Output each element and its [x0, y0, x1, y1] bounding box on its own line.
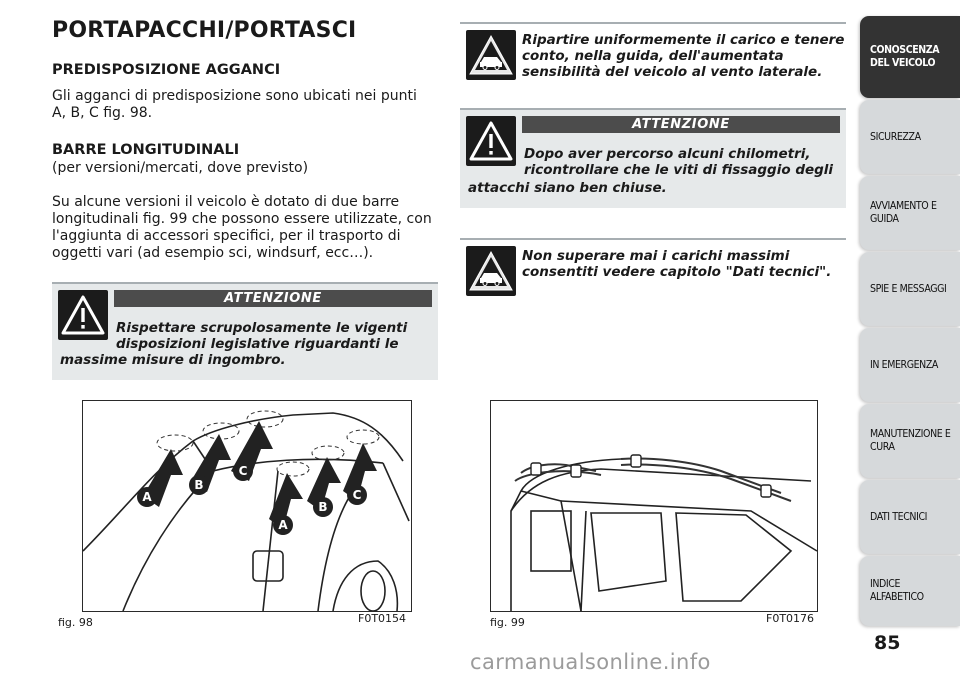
warning-line: Rispettare scrupolosamente le vigenti: [116, 320, 408, 336]
figure-99-roof-bars: [490, 400, 818, 612]
sidebar-item-label: INDICE ALFABETICO: [870, 578, 924, 603]
warning-triangle-icon: [58, 290, 108, 340]
text-line: longitudinali fig. 99 che possono essere utilizzate, con: [52, 211, 432, 227]
van-roof-illustration: [83, 401, 411, 611]
note-line: sensibilità del veicolo al vento laterale.: [522, 64, 823, 80]
warning-line: Dopo aver percorso alcuni chilometri,: [524, 146, 811, 162]
warning-line: attacchi siano ben chiuse.: [468, 180, 667, 196]
sidebar-item-label: MANUTENZIONE E CURA: [870, 428, 951, 453]
anchor-label: A: [278, 518, 288, 532]
attention-banner: ATTENZIONE: [114, 290, 432, 307]
car-warning-icon: [466, 30, 516, 80]
figure-99-label: fig. 99: [490, 616, 525, 629]
note-line: conto, nella guida, dell'aumentata: [522, 48, 784, 64]
sidebar-item-dati-tecnici[interactable]: [860, 480, 960, 554]
sidebar-item-label: IN EMERGENZA: [870, 358, 938, 371]
sidebar-item-label: DATI TECNICI: [870, 510, 928, 523]
warning-triangle-icon: [466, 116, 516, 166]
warning-line: massime misure di ingombro.: [60, 352, 286, 368]
sidebar-item-emergenza[interactable]: [860, 328, 960, 402]
watermark: carmanualsonline.info: [470, 650, 711, 674]
sidebar-item-label: SPIE E MESSAGGI: [870, 282, 947, 295]
sidebar-item-indice[interactable]: [860, 556, 960, 626]
attention-banner: ATTENZIONE: [522, 116, 840, 133]
section-paragraph-agganci: [52, 88, 442, 122]
anchor-label: C: [352, 488, 362, 502]
van-roof-bars-illustration: [491, 401, 817, 611]
sidebar-item-label: AVVIAMENTO E GUIDA: [870, 200, 937, 225]
figure-98-roof-anchors: [82, 400, 412, 612]
section-heading-predisposizione: PREDISPOSIZIONE AGGANCI: [52, 62, 281, 78]
page-number: 85: [874, 632, 901, 654]
sidebar-item-sicurezza[interactable]: [860, 100, 960, 174]
text-line: l'aggiunta di accessori specifici, per il trasporto di: [52, 228, 401, 244]
anchor-label: B: [194, 478, 204, 492]
note-line: Non superare mai i carichi massimi: [522, 248, 790, 264]
note-box-vento: [460, 22, 846, 90]
text-line: A, B, C fig. 98.: [52, 105, 153, 121]
figure-99-code: F0T0176: [766, 612, 815, 625]
figure-98-label: fig. 98: [58, 616, 93, 629]
anchor-label: C: [238, 464, 248, 478]
warning-box-viti: [460, 108, 846, 208]
section-heading-barre: BARRE LONGITUDINALI: [52, 142, 240, 158]
warning-box-ingombro: [52, 282, 438, 380]
box-divider: [52, 282, 438, 284]
warning-line: ricontrollare che le viti di fissaggio degli: [524, 162, 834, 178]
anchor-label: A: [142, 490, 152, 504]
sidebar-item-avviamento[interactable]: [860, 176, 960, 250]
note-line: consentiti vedere capitolo "Dati tecnici".: [522, 264, 832, 280]
figure-98-code: F0T0154: [358, 612, 407, 625]
note-line: Ripartire uniformemente il carico e tenere: [522, 32, 845, 48]
section-paragraph-barre: [52, 194, 442, 262]
sidebar-item-spie[interactable]: [860, 252, 960, 326]
text-line: oggetti vari (ad esempio sci, windsurf, ecc…).: [52, 245, 374, 261]
page-title: PORTAPACCHI/PORTASCI: [52, 18, 357, 43]
sidebar-item-label: SICUREZZA: [870, 130, 921, 143]
anchor-label: B: [318, 500, 328, 514]
text-line: Gli agganci di predisposizione sono ubicati nei punti: [52, 88, 417, 104]
box-divider: [460, 108, 846, 110]
sidebar-item-manutenzione[interactable]: [860, 404, 960, 478]
sidebar-item-label: CONOSCENZA DEL VEICOLO: [870, 44, 940, 69]
car-warning-icon: [466, 246, 516, 296]
warning-line: disposizioni legislative riguardanti le: [116, 336, 399, 352]
box-divider: [460, 22, 846, 24]
note-box-carichi: [460, 238, 846, 300]
sidebar-item-conoscenza[interactable]: [860, 16, 960, 98]
box-divider: [460, 238, 846, 240]
section-note-versioni: (per versioni/mercati, dove previsto): [52, 160, 309, 176]
text-line: Su alcune versioni il veicolo è dotato di due barre: [52, 194, 400, 210]
